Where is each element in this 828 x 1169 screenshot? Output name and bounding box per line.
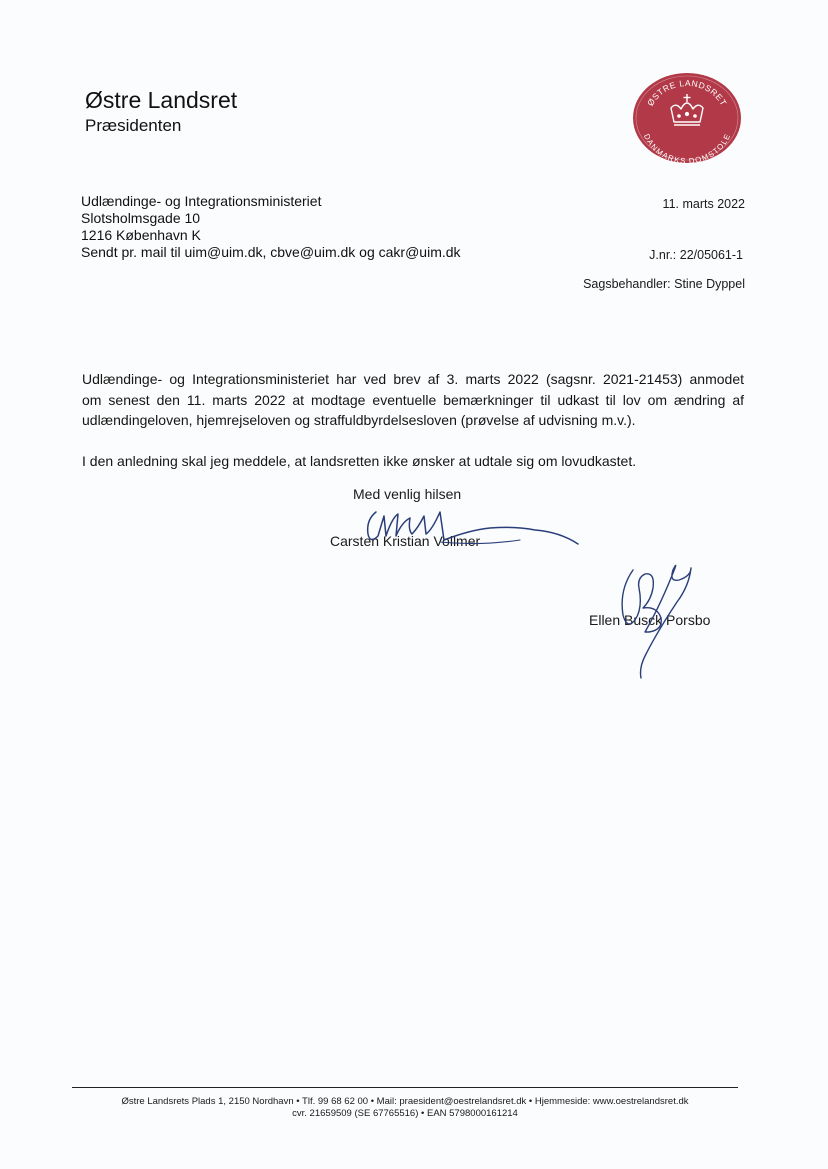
signer-name-1: Carsten Kristian Vollmer [330,533,481,549]
recipient-address [81,193,461,261]
svg-text:ØSTRE LANDSRET: ØSTRE LANDSRET [645,77,729,108]
footer-registration: cvr. 21659509 (SE 67765516) • EAN 5798000161214 [292,1108,518,1119]
paragraph-line: om senest den 11. marts 2022 at modtage eventuelle bemærkninger til udkast til lov om ændring af [82,391,744,408]
footer-divider [72,1087,738,1088]
recipient-line: 1216 København K [81,227,201,243]
court-seal [632,72,742,164]
paragraph-line: udlændingeloven, hjemrejseloven og straffuldbyrdelsesloven (prøvelse af udvisning m.v.). [82,412,636,428]
letter-date: 11. marts 2022 [662,197,745,211]
svg-text:DANMARKS DOMSTOLE: DANMARKS DOMSTOLE [641,132,733,164]
recipient-line: Sendt pr. mail til uim@uim.dk, cbve@uim.dk og cakr@uim.dk [81,244,461,260]
recipient-line: Udlændinge- og Integrationsministeriet [81,193,322,209]
journal-number: J.nr.: 22/05061-1 [649,248,743,262]
department-title: Præsidenten [85,116,182,135]
closing-salutation: Med venlig hilsen [353,486,462,502]
footer-contact: Østre Landsrets Plads 1, 2150 Nordhavn • Tlf. 99 68 62 00 • Mail: praesident@oestrelandsret.dk • Hjemmeside: www.oestrelandsret.dk [121,1096,689,1107]
signature-porsbo [605,560,705,682]
body-paragraph-2: I den anledning skal jeg meddele, at landsretten ikke ønsker at udtale sig om lovudkastet. [82,453,637,469]
signature-vollmer [340,500,585,555]
case-handler: Sagsbehandler: Stine Dyppel [583,277,745,291]
body-paragraph-1 [82,369,744,431]
paragraph-line: Udlændinge- og Integrationsministeriet har ved brev af 3. marts 2022 (sagsnr. 2021-21453) anmodet [82,371,744,387]
court-name: Østre Landsret [85,87,238,113]
recipient-line: Slotsholmsgade 10 [81,210,201,226]
signer-name-2: Ellen Busck Porsbo [589,612,711,628]
